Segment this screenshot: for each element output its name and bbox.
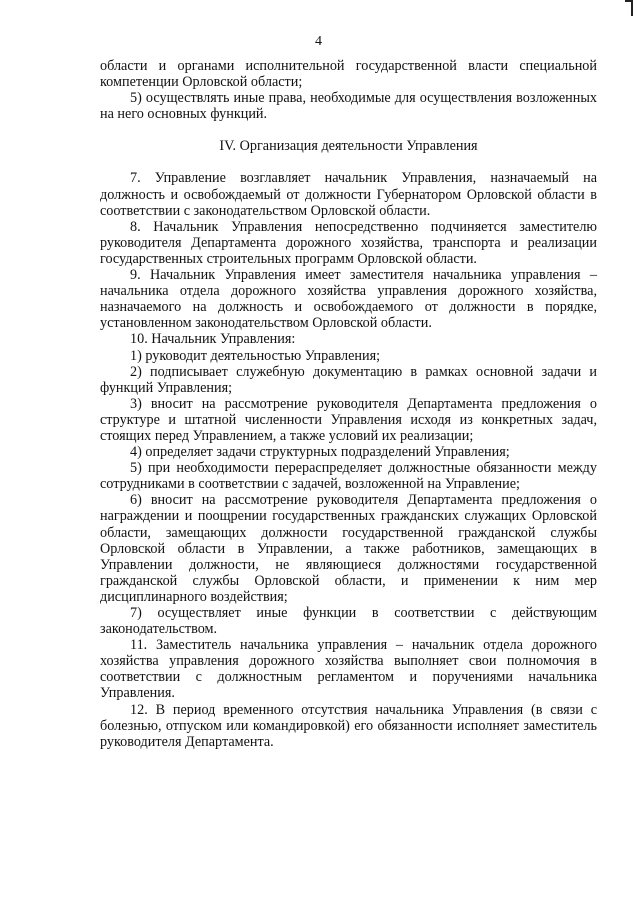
- paragraph-12: 12. В период временного отсутствия начальника Управления (в связи с болезнью, отпуском или командировкой) его обязанности исполняет заместитель руководителя Департамента.: [100, 701, 597, 750]
- staple-mark: [625, 0, 633, 16]
- paragraph-10-item-6: 6) вносит на рассмотрение руководителя Департамента предложения о награждении и поощрении государственных гражданских служащих Орловской области, замещающих должности государственной гражданской службы Орловской области в Управлении, а также работников, замещающих в Управлении должности, не являющиеся должностями государственной гражданской службы Орловской области, и применении к ним мер дисциплинарного воздействия;: [100, 492, 597, 605]
- paragraph-8: 8. Начальник Управления непосредственно подчиняется заместителю руководителя Департамента дорожного хозяйства, транспорта и реализации государственных строительных программ Орловской области.: [100, 218, 597, 267]
- paragraph-10-item-3: 3) вносит на рассмотрение руководителя Департамента предложения о структуре и штатной численности Управления исходя из конкретных задач, стоящих перед Управлением, а также условий их реализации;: [100, 395, 597, 444]
- document-body: [100, 58, 597, 750]
- paragraph-10-item-2: 2) подписывает служебную документацию в рамках основной задачи и функций Управления;: [100, 363, 597, 396]
- paragraph-10: 10. Начальник Управления:: [130, 331, 296, 348]
- paragraph-10-item-7: 7) осуществляет иные функции в соответствии с действующим законодательством.: [100, 605, 597, 638]
- paragraph-10-item-5: 5) при необходимости перераспределяет должностные обязанности между сотрудниками в соответствии с задачей, возложенной на Управление;: [100, 460, 597, 493]
- paragraph-continuation: области и органами исполнительной государственной власти специальной компетенции Орловской области;: [100, 58, 597, 91]
- paragraph-7: 7. Управление возглавляет начальник Управления, назначаемый на должность и освобождаемый от должности Губернатором Орловской области в соответствии с законодательством Орловской области.: [100, 170, 597, 219]
- paragraph-item-5: 5) осуществлять иные права, необходимые для осуществления возложенных на него основных функций.: [100, 90, 597, 123]
- paragraph-11: 11. Заместитель начальника управления – начальник отдела дорожного хозяйства управления дорожного хозяйства выполняет свои полномочия в соответствии с должностным регламентом и поручениями начальника Управления.: [100, 637, 597, 702]
- section-heading: IV. Организация деятельности Управления: [219, 138, 478, 155]
- paragraph-9: 9. Начальник Управления имеет заместителя начальника управления – начальника отдела дорожного хозяйства управления дорожного хозяйства, назначаемого на должность и освобождаемого от должности в порядке, установленном законодательством Орловской области.: [100, 267, 597, 332]
- paragraph-10-item-4: 4) определяет задачи структурных подразделений Управления;: [130, 444, 510, 461]
- page-number: 4: [315, 34, 322, 49]
- paragraph-10-item-1: 1) руководит деятельностью Управления;: [130, 347, 381, 364]
